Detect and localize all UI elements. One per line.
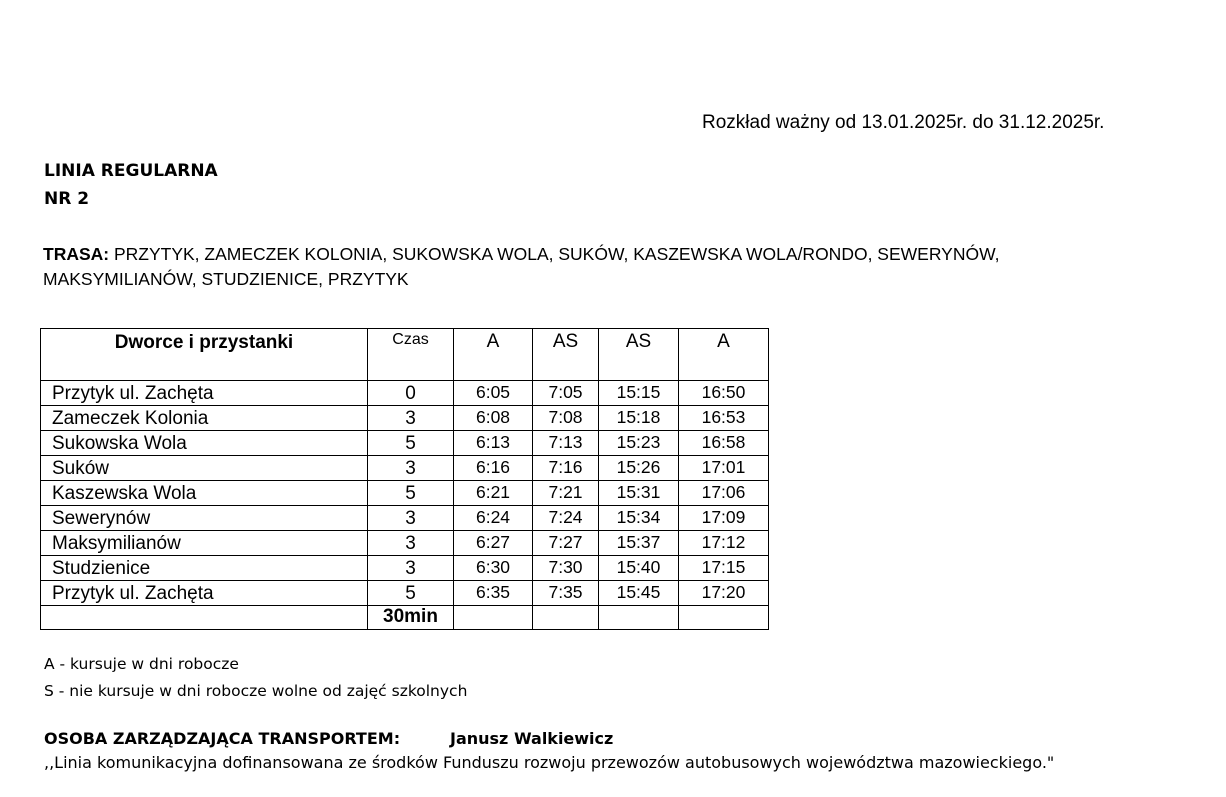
travel-time: 3 (368, 556, 454, 581)
total-empty-2 (533, 606, 599, 630)
table-row (41, 456, 769, 481)
departure-course-1: 6:30 (454, 556, 533, 581)
stop-name: Kaszewska Wola (41, 481, 368, 506)
departure-course-2: 7:16 (533, 456, 599, 481)
header-course-2: AS (533, 329, 599, 381)
departure-course-4: 17:12 (679, 531, 769, 556)
header-course-3: AS (599, 329, 679, 381)
validity-period: Rozkład ważny od 13.01.2025r. do 31.12.2025r. (702, 112, 1105, 133)
departure-course-3: 15:15 (599, 381, 679, 406)
manager-label: OSOBA ZARZĄDZAJĄCA TRANSPORTEM: (44, 729, 401, 748)
departure-course-4: 17:01 (679, 456, 769, 481)
stop-name: Przytyk ul. Zachęta (41, 381, 368, 406)
stop-name: Sukowska Wola (41, 431, 368, 456)
header-course-4: A (679, 329, 769, 381)
departure-course-1: 6:08 (454, 406, 533, 431)
stop-name: Suków (41, 456, 368, 481)
departure-course-4: 16:53 (679, 406, 769, 431)
departure-course-2: 7:21 (533, 481, 599, 506)
departure-course-2: 7:35 (533, 581, 599, 606)
total-empty-3 (599, 606, 679, 630)
departure-course-3: 15:45 (599, 581, 679, 606)
travel-time: 5 (368, 581, 454, 606)
route-stops-1: PRZYTYK, ZAMECZEK KOLONIA, SUKOWSKA WOLA, SUKÓW, KASZEWSKA WOLA/RONDO, SEWERYNÓW, (109, 244, 1000, 264)
departure-course-2: 7:05 (533, 381, 599, 406)
departure-course-1: 6:27 (454, 531, 533, 556)
legend-a: A - kursuje w dni robocze (44, 655, 239, 673)
route-description (43, 242, 1143, 292)
total-empty-1 (454, 606, 533, 630)
departure-course-4: 16:58 (679, 431, 769, 456)
travel-time: 3 (368, 531, 454, 556)
departure-course-1: 6:21 (454, 481, 533, 506)
route-line-2: MAKSYMILIANÓW, STUDZIENICE, PRZYTYK (43, 269, 409, 289)
departure-course-1: 6:24 (454, 506, 533, 531)
table-row (41, 531, 769, 556)
departure-course-3: 15:34 (599, 506, 679, 531)
funding-note: ,,Linia komunikacyjna dofinansowana ze środków Funduszu rozwoju przewozów autobusowych województwa mazowieckiego." (44, 753, 1055, 772)
departure-course-4: 17:06 (679, 481, 769, 506)
departure-course-2: 7:27 (533, 531, 599, 556)
departure-course-4: 17:15 (679, 556, 769, 581)
total-empty-stop (41, 606, 368, 630)
stop-name: Sewerynów (41, 506, 368, 531)
travel-time: 5 (368, 431, 454, 456)
departure-course-3: 15:23 (599, 431, 679, 456)
departure-course-2: 7:24 (533, 506, 599, 531)
departure-course-2: 7:13 (533, 431, 599, 456)
departure-course-2: 7:08 (533, 406, 599, 431)
header-stops: Dworce i przystanki (41, 329, 368, 381)
stop-name: Maksymilianów (41, 531, 368, 556)
departure-course-1: 6:13 (454, 431, 533, 456)
departure-course-3: 15:37 (599, 531, 679, 556)
departure-course-3: 15:31 (599, 481, 679, 506)
table-row (41, 381, 769, 406)
departure-course-1: 6:16 (454, 456, 533, 481)
departure-course-4: 16:50 (679, 381, 769, 406)
total-empty-4 (679, 606, 769, 630)
total-time: 30min (368, 606, 454, 630)
travel-time: 0 (368, 381, 454, 406)
departure-course-3: 15:40 (599, 556, 679, 581)
table-row (41, 581, 769, 606)
route-line-1 (43, 242, 1143, 267)
line-type: LINIA REGULARNA (44, 161, 218, 181)
total-row (41, 606, 769, 630)
table-row (41, 481, 769, 506)
line-number: NR 2 (44, 189, 90, 209)
header-course-1: A (454, 329, 533, 381)
route-label: TRASA: (43, 244, 110, 264)
departure-course-4: 17:20 (679, 581, 769, 606)
travel-time: 5 (368, 481, 454, 506)
travel-time: 3 (368, 456, 454, 481)
table-row (41, 556, 769, 581)
legend-s: S - nie kursuje w dni robocze wolne od zajęć szkolnych (44, 682, 468, 700)
departure-course-3: 15:18 (599, 406, 679, 431)
timetable (40, 328, 769, 630)
travel-time: 3 (368, 406, 454, 431)
stop-name: Studzienice (41, 556, 368, 581)
table-row (41, 506, 769, 531)
table-row (41, 431, 769, 456)
header-time: Czas (368, 329, 454, 381)
table-row (41, 406, 769, 431)
stop-name: Zameczek Kolonia (41, 406, 368, 431)
manager-name: Janusz Walkiewicz (450, 729, 614, 748)
header-row (41, 329, 769, 381)
departure-course-1: 6:05 (454, 381, 533, 406)
departure-course-2: 7:30 (533, 556, 599, 581)
stop-name: Przytyk ul. Zachęta (41, 581, 368, 606)
departure-course-3: 15:26 (599, 456, 679, 481)
departure-course-4: 17:09 (679, 506, 769, 531)
departure-course-1: 6:35 (454, 581, 533, 606)
travel-time: 3 (368, 506, 454, 531)
